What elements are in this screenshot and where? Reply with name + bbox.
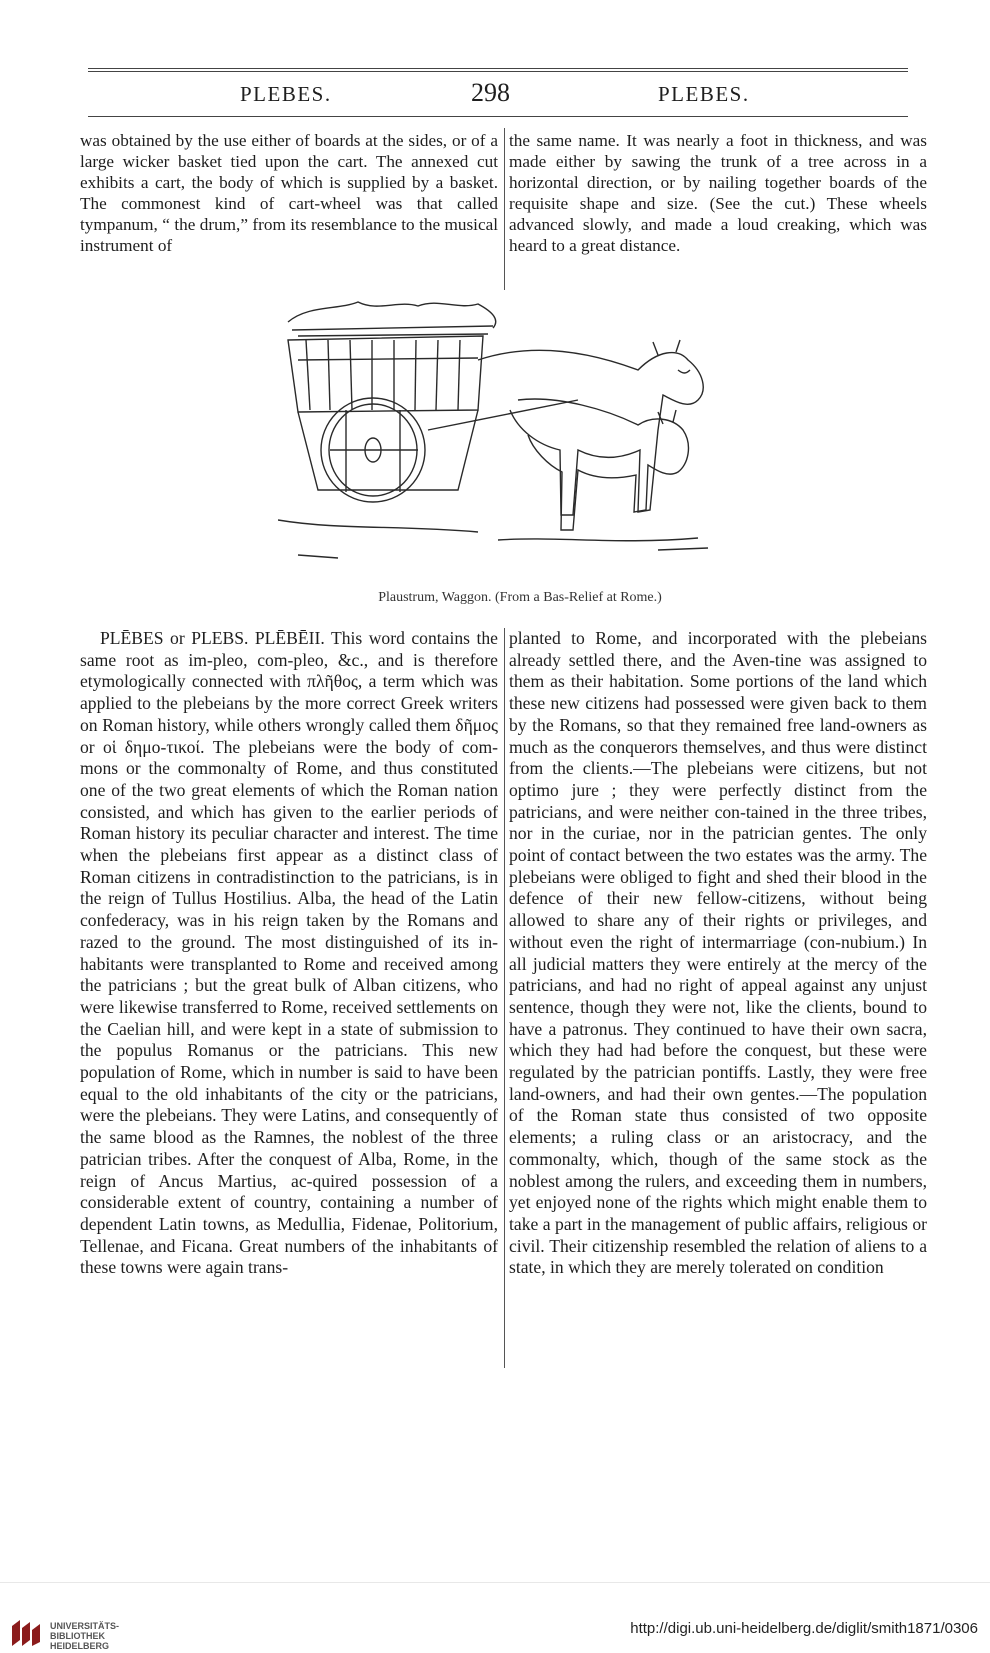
top-rule (88, 68, 908, 69)
column-divider-main (504, 628, 505, 1368)
page-number: 298 (471, 78, 510, 107)
top-right-column (509, 131, 927, 256)
top-rule-double (88, 71, 908, 72)
header-left-title: PLEBES. (240, 82, 332, 106)
top-left-column (80, 131, 498, 256)
source-url-link[interactable]: http://digi.ub.uni-heidelberg.de/diglit/smith1871/0306 (630, 1620, 978, 1637)
institution-line: UNIVERSITÄTS- (50, 1621, 120, 1631)
institution-line: BIBLIOTHEK (50, 1631, 105, 1641)
header-rule (88, 116, 908, 117)
figure-caption: Plaustrum, Waggon. (From a Bas-Relief at Rome.) (378, 590, 662, 605)
ox-cart-illustration (278, 300, 758, 580)
library-logo-icon (10, 1618, 44, 1648)
top-right-paragraph: the same name. It was nearly a foot in thickness, and was made either by sawing the trunk of a tree across in a horizontal direction, or by nailing together boards of the requisite shape and size. (See the cut.) These wheels advanced slowly, and made a loud creaking, which was heard to a great distance. (509, 131, 927, 255)
column-divider-top (504, 128, 505, 290)
running-header (88, 78, 908, 112)
entry-plebes-paragraph: PLĒBES or PLEBS. PLĒBĒII. This word contains the same root as im-pleo, com-pleo, &c., and is therefore etymologically connected with πλῆθος, a term which was applied to the plebeians by the more correct Greek writers on Roman history, while others wrongly called them δῆμος or οἱ δημο-τικοί. The plebeians were the body of com-mons or the commonalty of Rome, and thus constituted one of the two great elements of which the Roman nation consisted, and which has given to the earlier periods of Roman history its peculiar character and interest. The time when the plebeians first appear as a distinct class of Roman citizens in contradistinction to the patricians, is in the reign of Tullus Hostilius. Alba, the head of the Latin confederacy, was in his reign taken by the Romans and razed to the ground. The most distinguished of its in-habitants were transplanted to Rome and received among the patricians ; but the great bulk of Alban citizens, who were likewise transferred to Rome, received settlements on the Caelian hill, and were kept in a state of submission to the populus Romanus or the patricians. This new population of Rome, which in number is said to have been equal to the old inhabitants of the city or the patricians, were the plebeians. They were Latins, and consequently of the same blood as the Ramnes, the noblest of the three patrician tribes. After the conquest of Alba, Rome, in the reign of Ancus Martius, ac-quired possession of a considerable extent of country, containing a number of dependent Latin towns, as Medullia, Fidenae, Politorium, Tellenae, and Ficana. Great numbers of the inhabitants of these towns were again trans- (80, 628, 498, 1278)
top-left-paragraph: was obtained by the use either of boards at the sides, or of a large wicker basket tied upon the cart. The annexed cut exhibits a cart, the body of which is supplied by a basket. The commonest kind of cart-wheel was that called tympanum, “ the drum,” from its resemblance to the musical instrument of (80, 131, 498, 255)
entry-continuation-paragraph: planted to Rome, and incorporated with the plebeians already settled there, and the Aven-tine was assigned to them as their habitation. Some portions of the land which these new citizens had possessed were given back to them by the Romans, so that they remained free land-owners as much as the conquerors themselves, and thus were distinct from the clients.—The plebeians were citizens, but not optimo jure ; they were perfectly distinct from the patricians, and were neither con-tained in the three tribes, nor in the curiae, nor in the patrician gentes. The only point of contact between the two estates was the army. The plebeians were obliged to fight and shed their blood in the defence of their new fellow-citizens, without being allowed to share any of their rights or privileges, and without even the right of intermarriage (con-nubium.) In all judicial matters they were entirely at the mercy of the patricians, and had no right of appeal against any unjust sentence, though they were not, like the clients, bound to have a patronus. They continued to have their own sacra, which they had had before the conquest, but these were regulated by the patrician pontiffs. Lastly, they were free land-owners, and had their own gentes.—The population of the Roman state thus consisted of two opposite elements; a ruling class or an aristocracy, and the commonalty, which, though of the same stock as the noblest among the rulers, and exceeding them in numbers, yet enjoyed none of the rights which might enable them to take a part in the management of public affairs, religious or civil. Their citizenship resembled the relation of aliens to a state, in which they are merely tolerated on condition (509, 628, 927, 1278)
institution-name (50, 1621, 119, 1651)
institution-line: HEIDELBERG (50, 1641, 110, 1651)
footer-divider (0, 1582, 990, 1583)
header-right-title: PLEBES. (658, 82, 750, 106)
main-right-column (509, 628, 927, 1279)
main-left-column (80, 628, 498, 1279)
